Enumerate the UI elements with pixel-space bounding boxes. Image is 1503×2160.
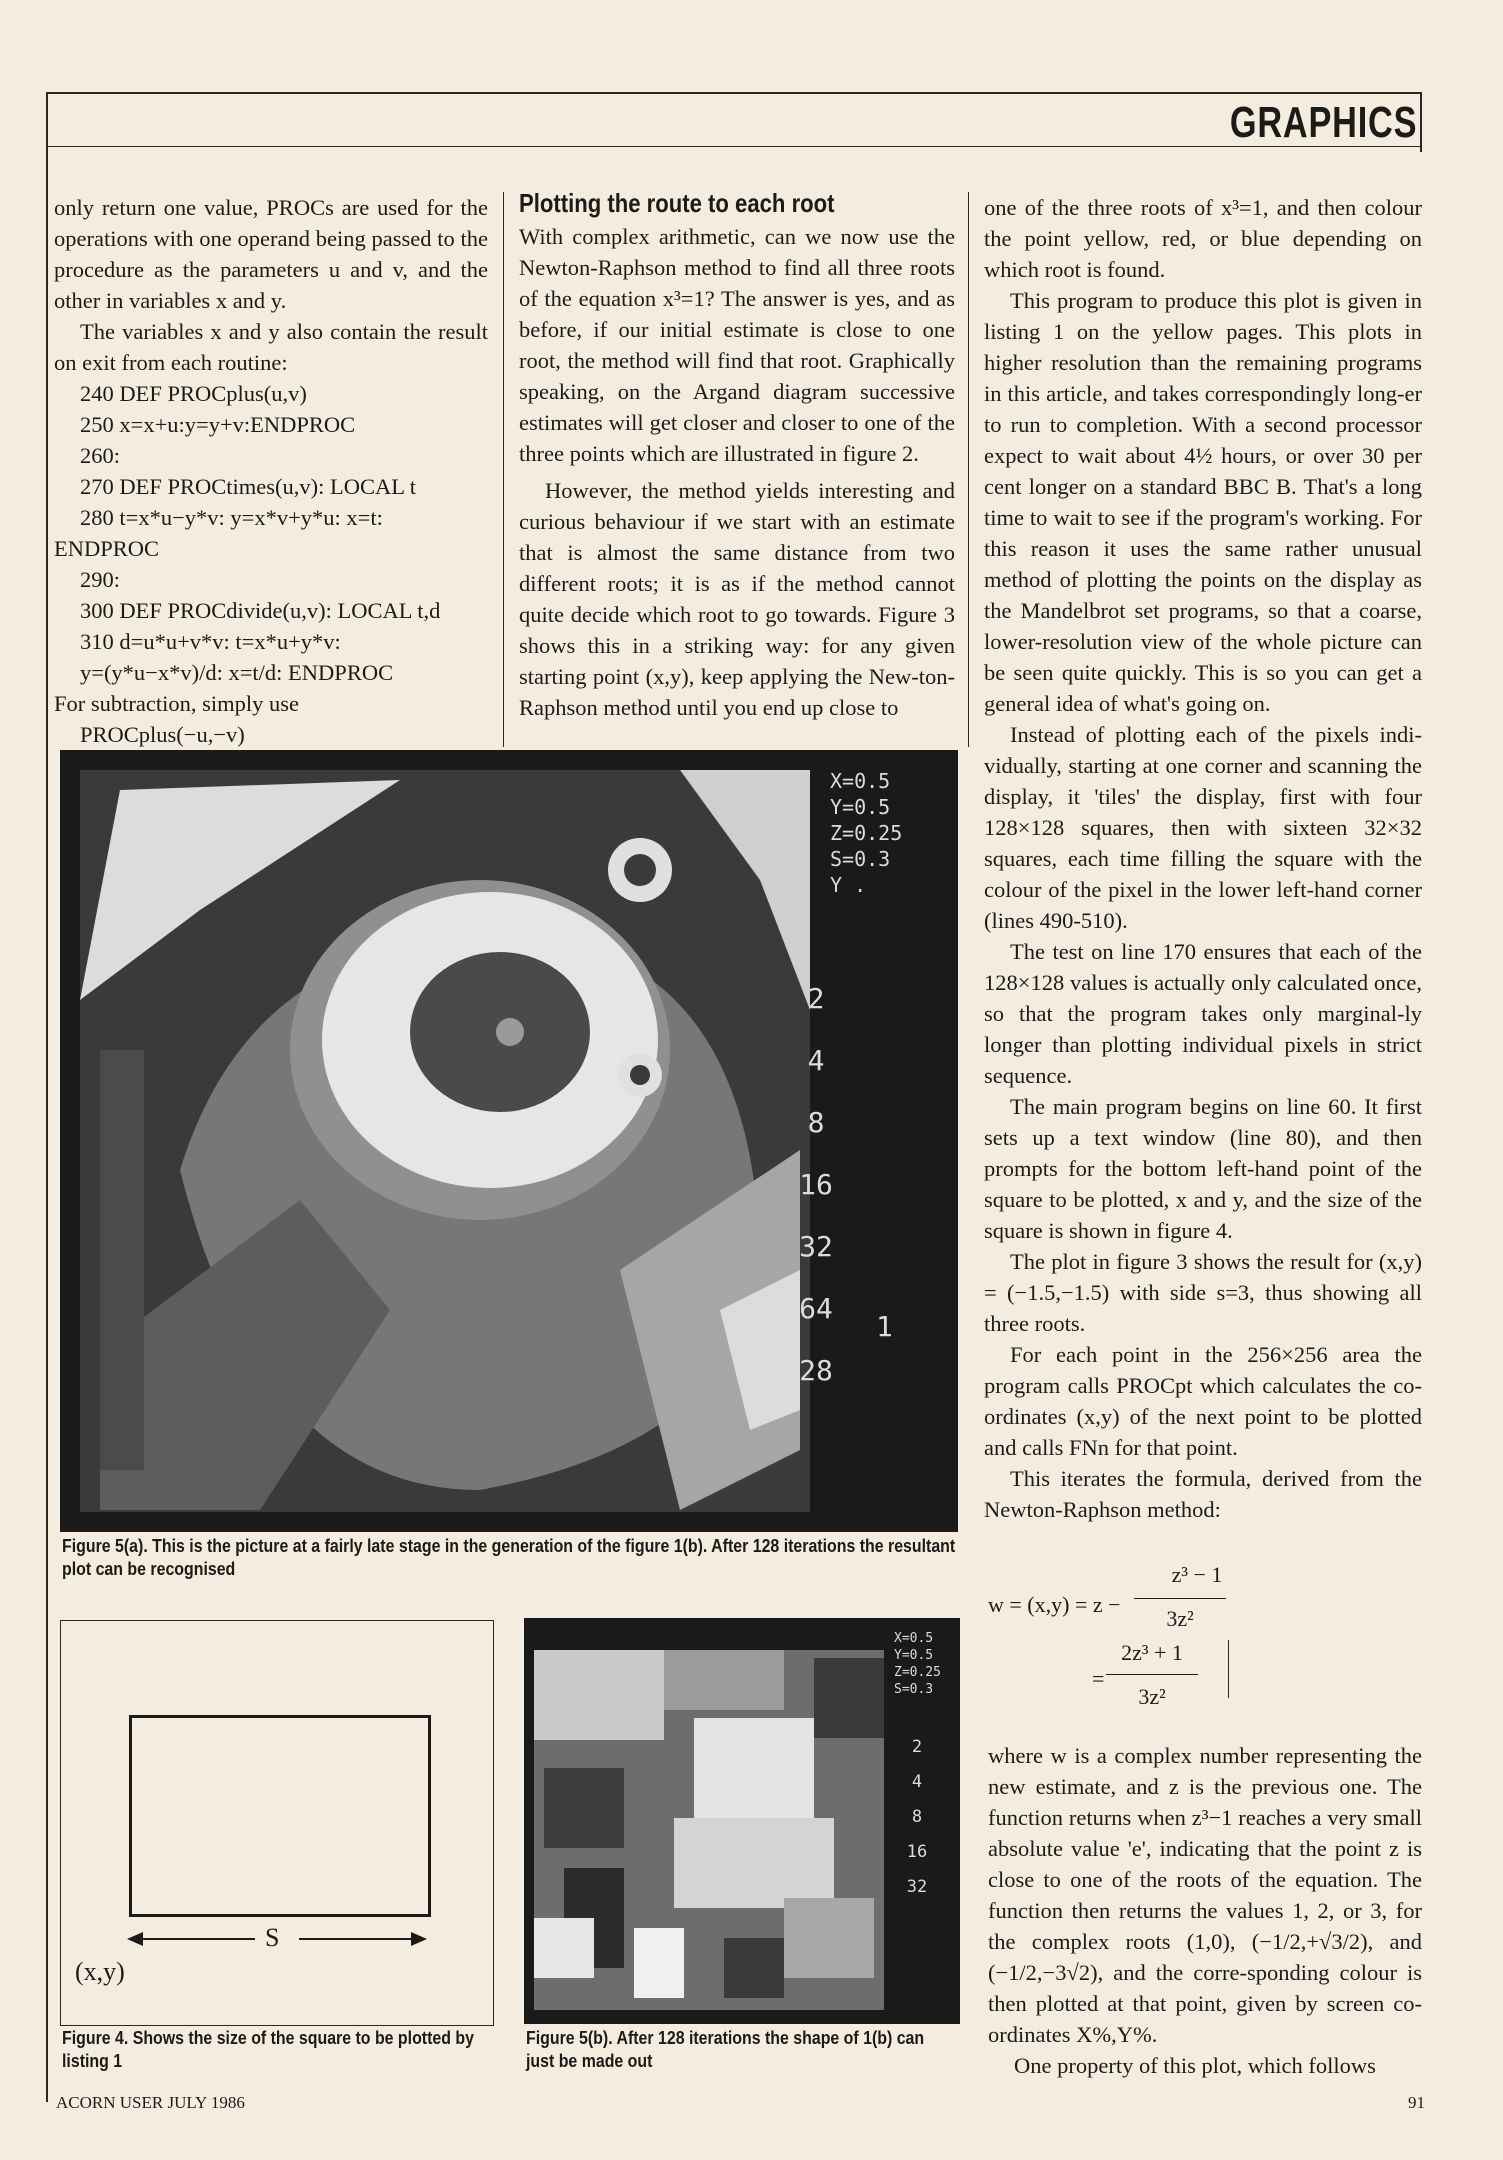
figure-4-caption: Figure 4. Shows the size of the square to be plotted by listing 1 — [62, 2027, 474, 2071]
section-title: GRAPHICS — [1229, 98, 1417, 147]
tick-label: 8 — [911, 1807, 923, 1827]
col3-paragraph-3: Instead of plotting each of the pixels indi-vidually, starting at one corner and scanning the display, it 'tiles' the display, first with four 128×128 squares, then with sixteen 32×32 squares, each time filling the square with the colour of the pixel in the lower left-hand corner (lines 490-510). — [984, 722, 1422, 933]
formula-denominator: 3z² — [1166, 1606, 1194, 1631]
code-line: 280 t=x*u−y*v: y=x*v+y*u: x=t: — [80, 505, 383, 530]
tick-label: 16 — [799, 1168, 833, 1201]
right-border — [1420, 92, 1422, 152]
readout-line: X=0.5 — [830, 769, 891, 793]
readout-line: S=0.3 — [894, 1682, 934, 1697]
formula-numerator: z³ − 1 — [1171, 1562, 1223, 1587]
tick-label: 32 — [906, 1877, 928, 1897]
iteration-ticks — [882, 1730, 952, 1905]
page-number: 91 — [1408, 2093, 1425, 2112]
formula-denominator-2: 3z² — [1138, 1684, 1166, 1709]
tick-label: 64 — [799, 1292, 833, 1325]
column-rule — [968, 192, 969, 747]
figure-5b-caption: Figure 5(b). After 128 iterations the shape of 1(b) can just be made out — [526, 2027, 925, 2071]
readout-line: S=0.3 — [830, 847, 891, 871]
col3-paragraph-6: The plot in figure 3 shows the result for (x,y) = (−1.5,−1.5) with side s=3, thus showing all three roots. — [984, 1249, 1422, 1336]
figure-5a-caption: Figure 5(a). This is the picture at a fairly late stage in the generation of the figure 1(b). After 128 iterations the resultant plot can be recognised — [62, 1535, 956, 1579]
formula-numerator-2: 2z³ + 1 — [1121, 1640, 1183, 1665]
figure-5a-image — [60, 750, 958, 1532]
tick-label: 2 — [911, 1737, 923, 1757]
readout-line: Y=0.5 — [894, 1648, 934, 1663]
col3-paragraph-1: one of the three roots of x³=1, and then colour the point yellow, red, or blue depending on which root is found. — [984, 195, 1422, 282]
tick-label: 8 — [807, 1106, 825, 1139]
tick-label: 4 — [911, 1772, 923, 1792]
left-border — [46, 92, 48, 2102]
readout-line: Z=0.25 — [894, 1665, 941, 1680]
header-rule — [46, 146, 1422, 147]
readout-line: Z=0.25 — [830, 821, 903, 845]
footer-publication: ACORN USER JULY 1986 — [56, 2093, 245, 2112]
code-line: 310 d=u*u+v*v: t=x*u+y*v: — [80, 629, 341, 654]
col2-paragraph-2: However, the method yields interesting and curious behaviour if we start with an estimate that is almost the same distance from two different roots; it is as if the method cannot quite decide which root to go towards. Figure 3 shows this in a striking way: for any given starting point (x,y), keep applying the New-ton-Raphson method until you end up close to — [519, 478, 955, 720]
newton-raphson-formula — [988, 1562, 1422, 1734]
top-border — [46, 92, 1422, 94]
column-1 — [54, 192, 488, 750]
side-label: S — [265, 1923, 280, 1952]
col3-paragraph-9: where w is a complex number representing the new estimate, and z is the previous one. The function returns when z³−1 reaches a very small absolute value 'e', indicating that the point z is close to one of the roots of the equation. The function then returns the values 1, 2, or 3, for the complex roots (1,0), (−1/2,+√3/2), and (−1/2,−3√2), and the corre-sponding colour is then plotted at that point, given by screen co-ordinates X%,Y%. — [988, 1743, 1422, 2047]
column-3-continued — [988, 1740, 1422, 2081]
code-line: 270 DEF PROCtimes(u,v): LOCAL t — [80, 474, 417, 499]
fraction-bar — [1106, 1674, 1198, 1675]
code-line: 250 x=x+u:y=y+v:ENDPROC — [80, 412, 356, 437]
readout-line: Y . — [830, 873, 867, 897]
col3-paragraph-5: The main program begins on line 60. It first sets up a text window (line 80), and then prompts for the bottom left-hand point of the square to be plotted, x and y, and the size of the square is shown in figure 4. — [984, 1094, 1422, 1243]
col1-paragraph-2: The variables x and y also contain the result on exit from each routine: — [54, 319, 488, 375]
tick-label: 16 — [906, 1842, 928, 1862]
code-line: 260: — [80, 443, 121, 468]
tick-label: 2 — [807, 982, 825, 1015]
coordinate-readout — [894, 1630, 958, 1698]
tick-label: 4 — [807, 1044, 825, 1077]
col1-paragraph-1: only return one value, PROCs are used for the operations with one operand being passed to the procedure as the parameters u and v, and the other in variables x and y. — [54, 195, 488, 313]
col3-paragraph-2: This program to produce this plot is given in listing 1 on the yellow pages. This plots in higher resolution than the remaining programs in this article, and takes correspondingly long-er to run to completion. With a second processor expect to wait about 4½ hours, or over 30 per cent longer on a standard BBC B. That's a long time to wait to see if the program's working. For this reason it uses the same rather unusual method of plotting the points on the display as the Mandelbrot set programs, so that a coarse, lower-resolution view of the whole picture can be seen quite quickly. This is so you can get a general idea of what's going on. — [984, 288, 1422, 716]
code-line: y=(y*u−x*v)/d: x=t/d: ENDPROC — [80, 660, 394, 685]
stage-marker: 1 — [876, 1310, 893, 1343]
section-heading: Plotting the route to each root — [519, 188, 835, 218]
tick-label: 28 — [799, 1354, 833, 1387]
fraction-bar — [1134, 1598, 1226, 1599]
code-line: 300 DEF PROCdivide(u,v): LOCAL t,d — [80, 598, 441, 623]
code-line: 240 DEF PROCplus(u,v) — [80, 381, 307, 406]
column-rule — [503, 192, 504, 747]
col3-paragraph-4: The test on line 170 ensures that each of the 128×128 values is actually only calculated once, so that the program takes only marginal-ly longer than plotting individual pixels in strict sequence. — [984, 939, 1422, 1088]
code-line: ENDPROC — [54, 536, 160, 561]
coordinate-readout — [830, 768, 950, 898]
readout-line: X=0.5 — [894, 1631, 934, 1646]
figure-5b-image — [524, 1618, 960, 2024]
col3-paragraph-10: One property of this plot, which follows — [1014, 2053, 1376, 2078]
code-line: 290: — [80, 567, 121, 592]
col1-paragraph-3: For subtraction, simply use — [54, 691, 299, 716]
corner-label: (x,y) — [75, 1957, 125, 1986]
col3-paragraph-8: This iterates the formula, derived from the Newton-Raphson method: — [984, 1466, 1422, 1522]
readout-line: Y=0.5 — [830, 795, 891, 819]
tick-label: 32 — [799, 1230, 833, 1263]
iteration-ticks — [756, 968, 876, 1402]
formula-equals: = — [1092, 1666, 1105, 1691]
col2-paragraph-1: With complex arithmetic, can we now use the Newton-Raphson method to find all three roots of the equation x³=1? The answer is yes, and as before, if our initial estimate is close to one root, the method will find that root. Graphically speaking, on the Argand diagram successive estimates will get closer and closer to one of the three points which are illustrated in figure 2. — [519, 224, 955, 466]
col3-paragraph-7: For each point in the 256×256 area the program calls PROCpt which calculates the co-ordinates (x,y) of the next point to be plotted and calls FNn for that point. — [984, 1342, 1422, 1460]
column-rule — [1228, 1640, 1229, 1698]
column-3 — [984, 192, 1422, 1525]
formula-lhs: w = (x,y) = z − — [988, 1592, 1121, 1617]
square-outline — [129, 1715, 431, 1917]
col1-paragraph-4: PROCplus(−u,−v) — [80, 722, 245, 747]
figure-4-diagram — [60, 1620, 494, 2026]
column-2 — [519, 188, 955, 723]
